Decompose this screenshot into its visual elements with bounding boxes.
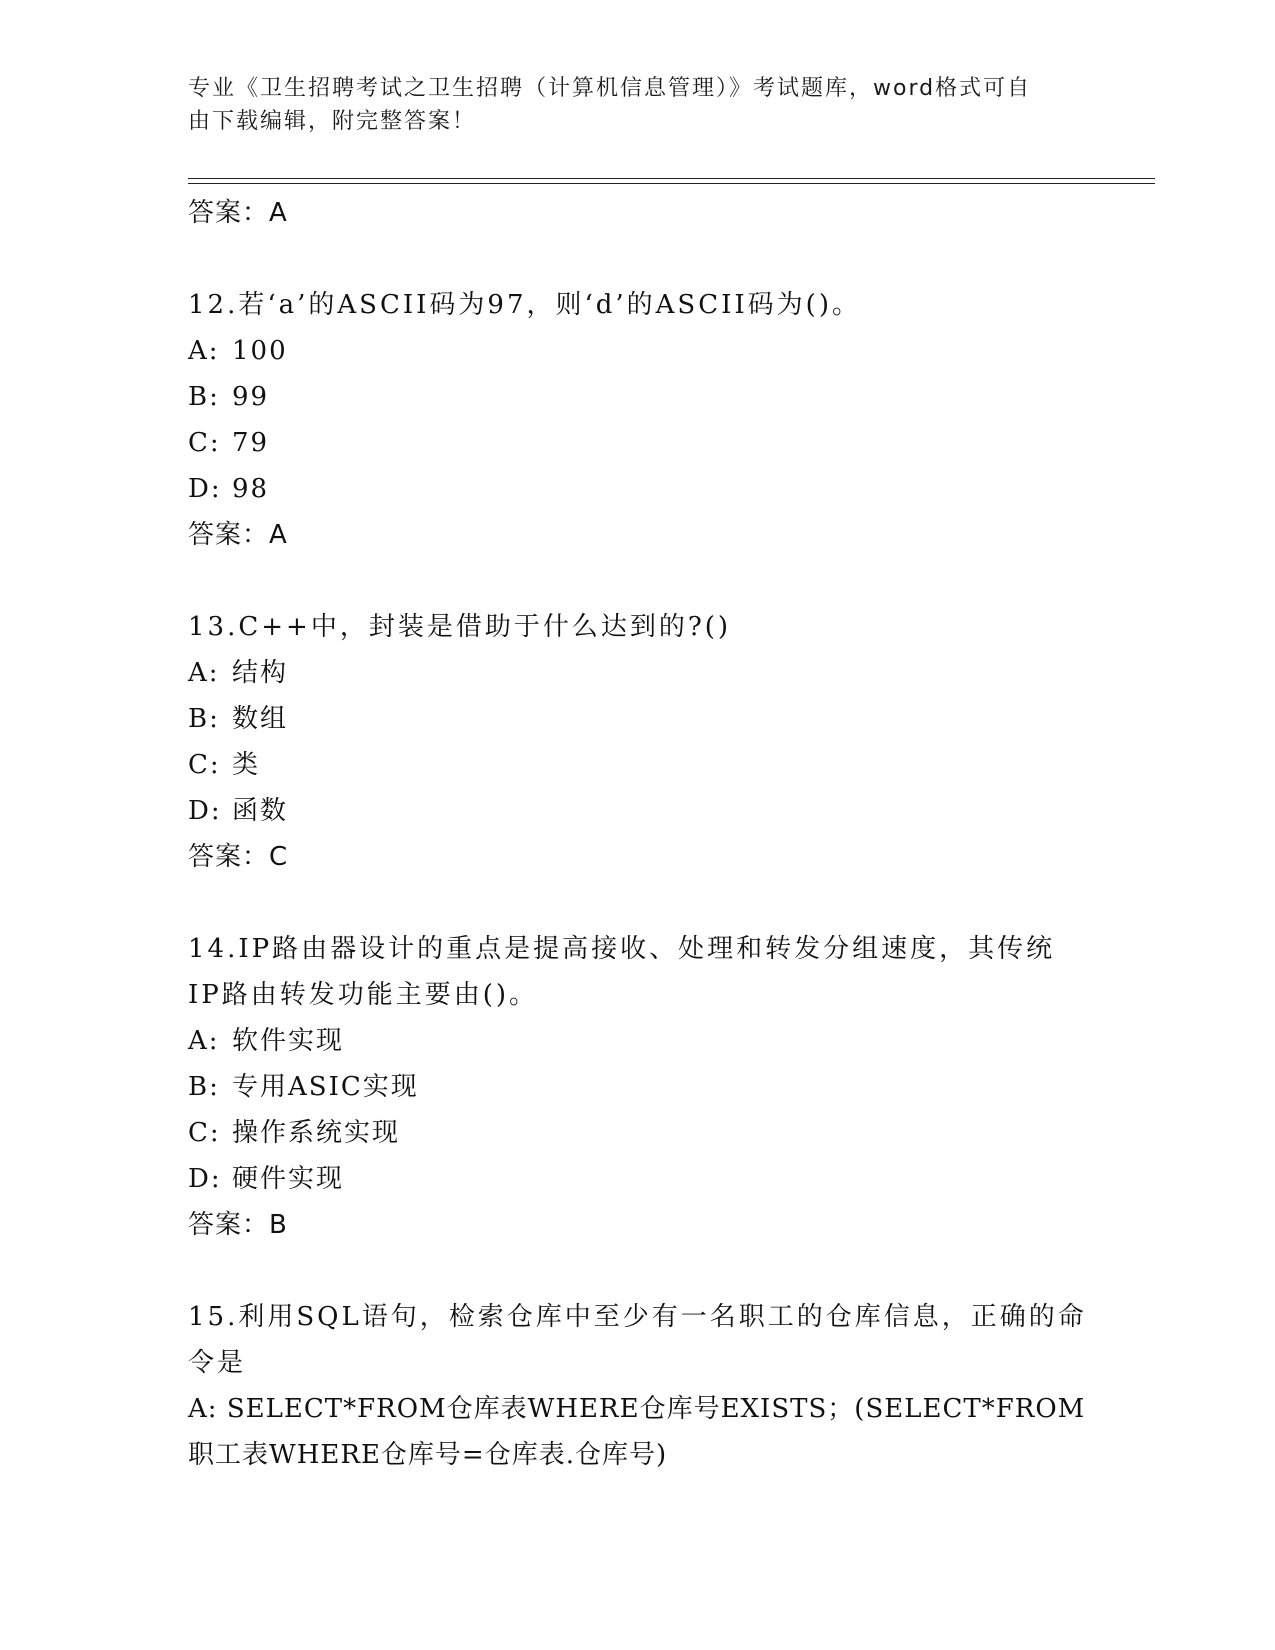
spacer [188,880,1088,926]
option-letter: B: [188,704,220,734]
option-letter: A: [188,1394,218,1424]
option-text: 结构 [232,658,289,688]
header-divider-top [188,178,1155,179]
previous-answer: 答案：A [188,198,288,228]
option-letter: A: [188,1026,220,1056]
question-block [188,926,1088,1248]
question-block [188,604,1088,880]
option-letter: C: [188,750,221,780]
spacer [188,1248,1088,1294]
question-stem: 12.若‘a’的ASCII码为97，则‘d’的ASCII码为()。 [188,290,861,320]
spacer [188,236,1088,282]
option-text: 专用ASIC实现 [232,1072,419,1102]
option-c [188,742,1088,788]
option-a [188,1386,1088,1478]
option-text: SELECT*FROM仓库表WHERE仓库号EXISTS；(SELECT*FROM职工表WHERE仓库号=仓库表.仓库号) [188,1394,1086,1470]
answer-line: 答案：B [188,1210,288,1240]
option-letter: D: [188,474,222,504]
option-text: 98 [232,474,270,504]
option-d [188,1156,1088,1202]
option-letter: A: [188,336,220,366]
option-letter: D: [188,796,222,826]
option-text: 79 [232,428,270,458]
question-stem: 15.利用SQL语句，检索仓库中至少有一名职工的仓库信息，正确的命令是 [188,1302,1087,1378]
question-block [188,1294,1088,1478]
question-block [188,282,1088,558]
option-d [188,466,1088,512]
option-letter: C: [188,1118,221,1148]
option-c [188,420,1088,466]
option-letter: A: [188,658,220,688]
option-text: 99 [232,382,270,412]
header-line-2: 由下载编辑，附完整答案！ [188,109,477,134]
option-letter: C: [188,428,221,458]
option-a [188,328,1088,374]
option-text: 软件实现 [232,1026,345,1056]
header-divider-bottom [188,183,1155,184]
option-letter: B: [188,382,220,412]
spacer [188,558,1088,604]
option-letter: D: [188,1164,222,1194]
option-d [188,788,1088,834]
question-list [188,190,1088,1478]
option-b [188,374,1088,420]
option-a [188,1018,1088,1064]
option-c [188,1110,1088,1156]
option-letter: B: [188,1072,220,1102]
question-stem: 14.IP路由器设计的重点是提高接收、处理和转发分组速度，其传统IP路由转发功能主要由()。 [188,934,1056,1010]
option-b [188,696,1088,742]
option-text: 类 [232,750,261,780]
option-text: 操作系统实现 [232,1118,401,1148]
option-b [188,1064,1088,1110]
option-text: 100 [232,336,288,366]
header-line-1: 专业《卫生招聘考试之卫生招聘（计算机信息管理）》考试题库，word格式可自 [188,76,1032,101]
answer-line: 答案：C [188,842,289,872]
answer-line: 答案：A [188,520,288,550]
option-text: 数组 [232,704,289,734]
option-a [188,650,1088,696]
question-stem: 13.C++中，封装是借助于什么达到的?() [188,612,732,642]
option-text: 硬件实现 [232,1164,345,1194]
option-text: 函数 [232,796,289,826]
document-header [188,72,1068,138]
